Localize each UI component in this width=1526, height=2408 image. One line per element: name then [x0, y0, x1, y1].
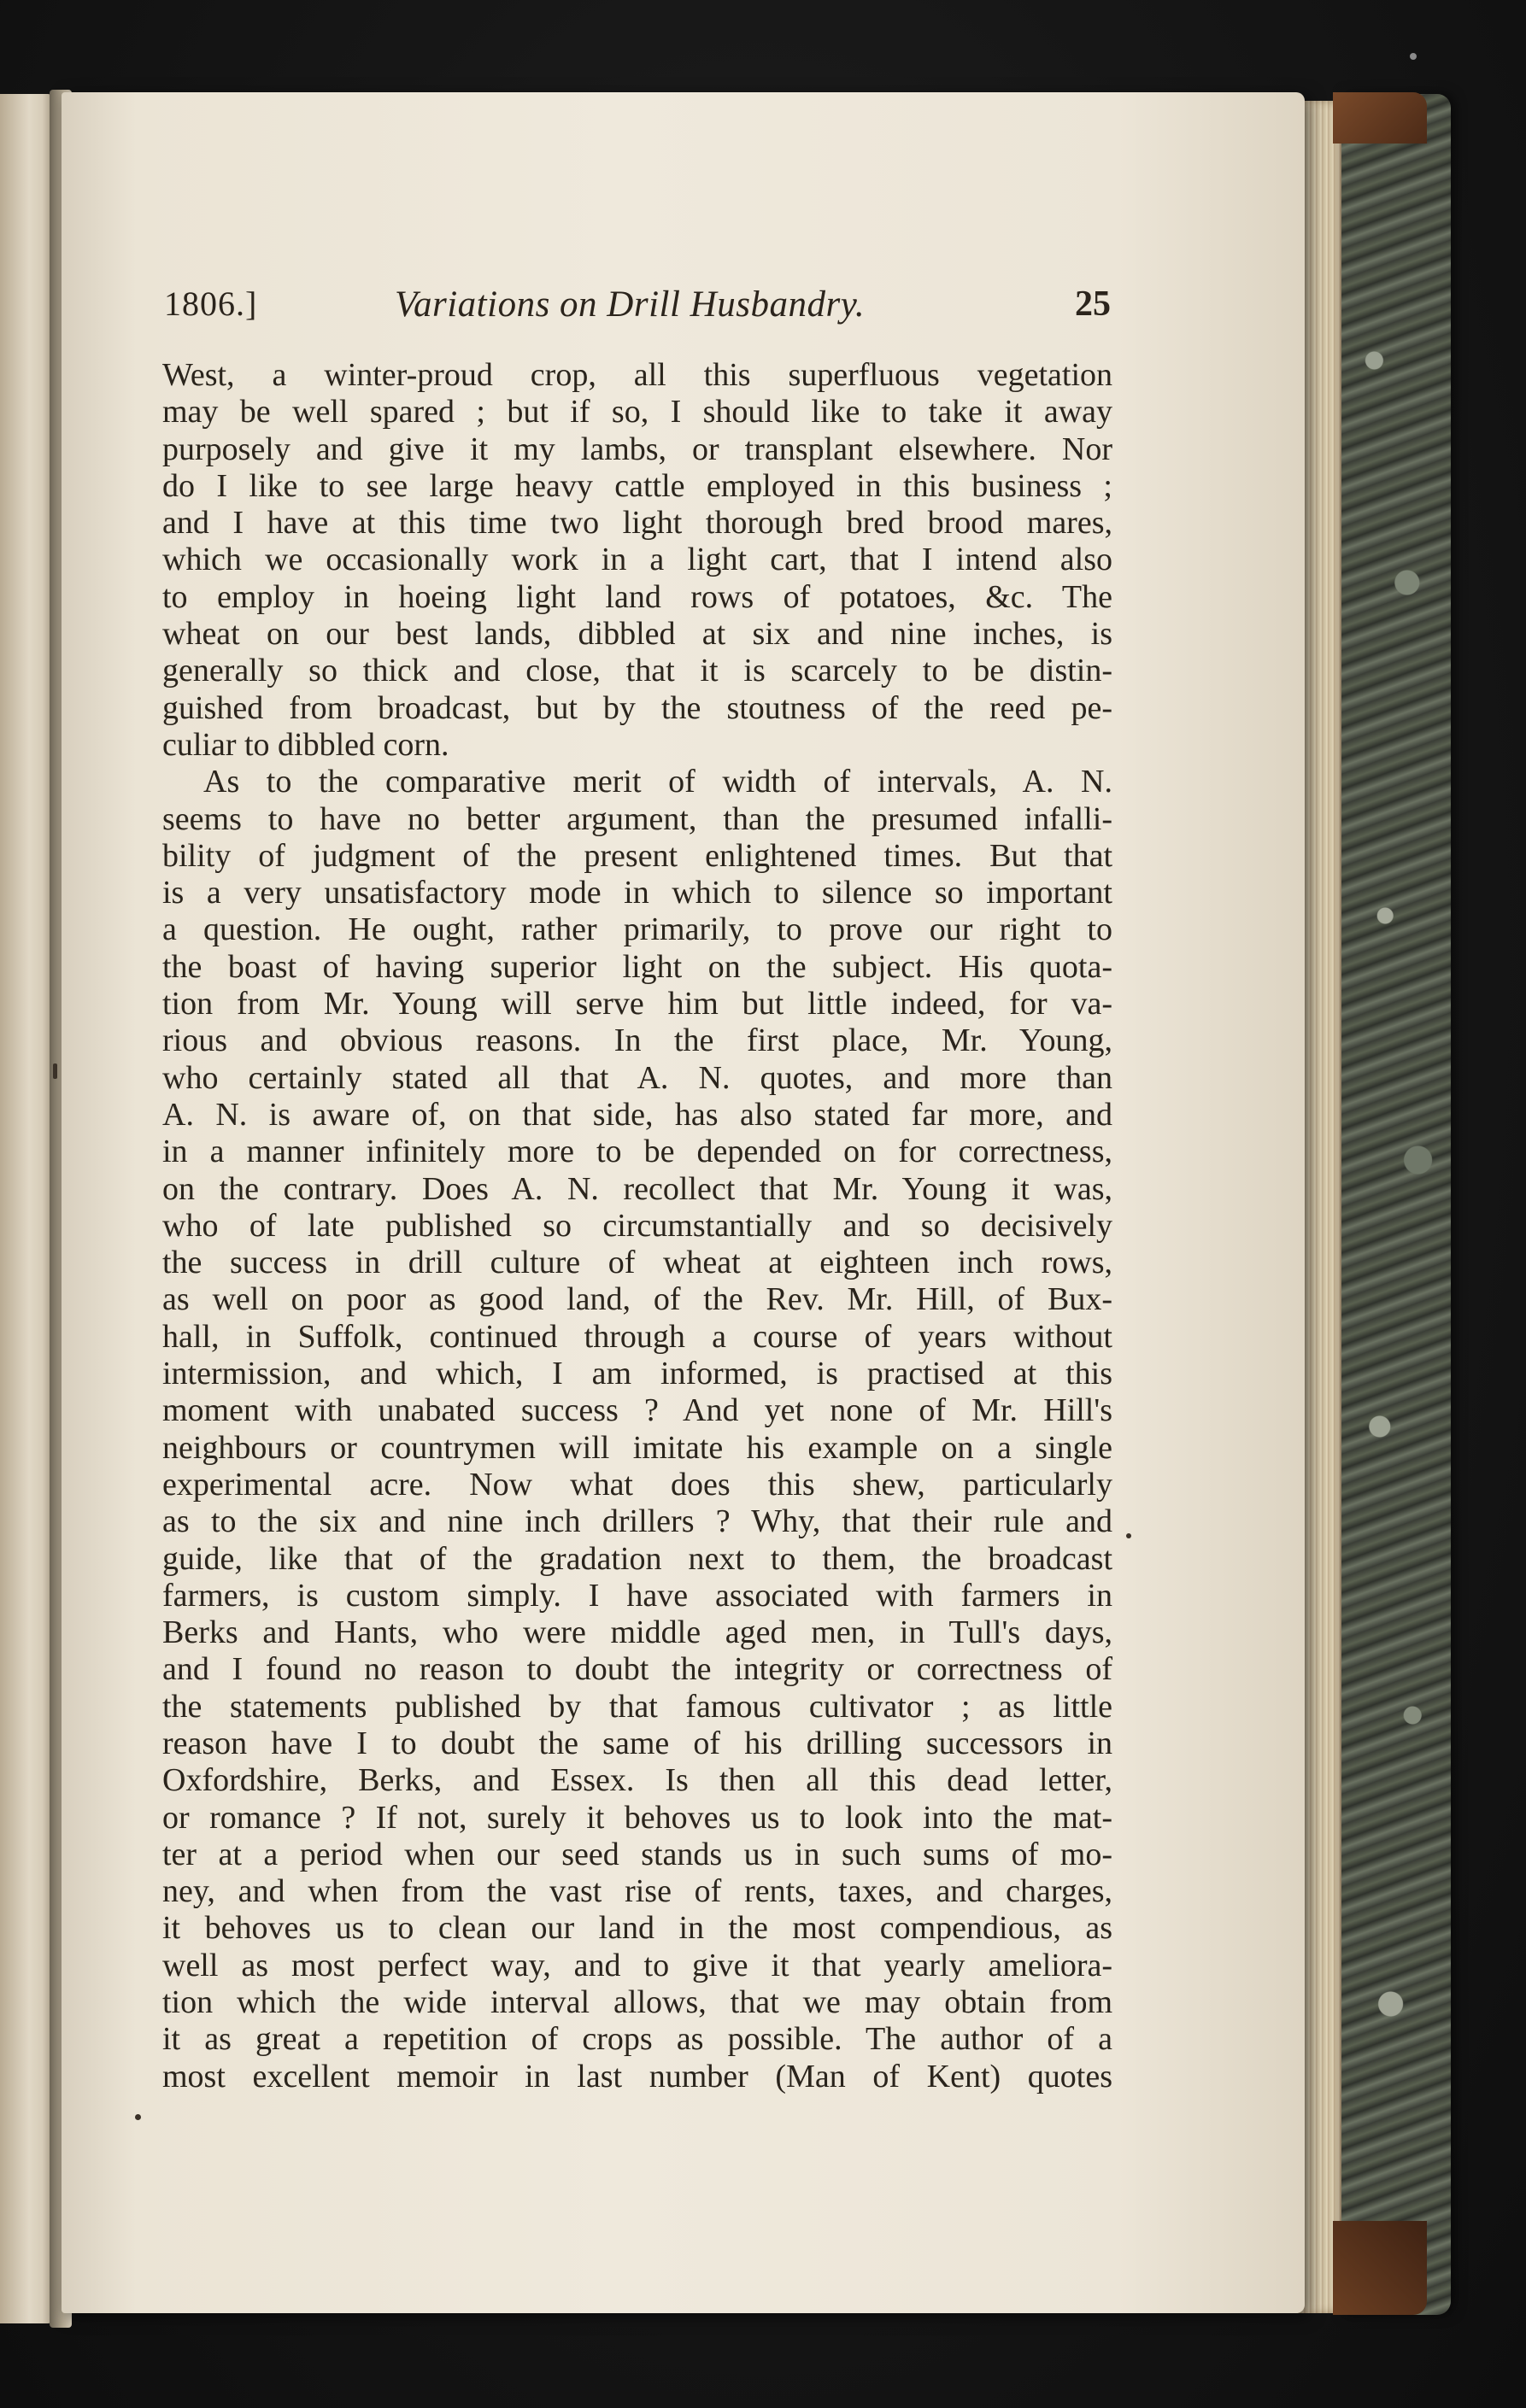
text-line: moment with unabated success ? And yet none of Mr. Hill's	[162, 1392, 1112, 1429]
text-line: West, a winter-proud crop, all this superfluous vegetation	[162, 357, 1112, 393]
text-line: to employ in hoeing light land rows of potatoes, &c. The	[162, 578, 1112, 615]
text-line: in a manner infinitely more to be depended on for correctness,	[162, 1134, 1112, 1170]
text-line: and I found no reason to doubt the integrity or correctness of	[162, 1651, 1112, 1688]
text-line: the boast of having superior light on the subject. His quota-	[162, 948, 1112, 985]
text-line: it as great a repetition of crops as possible. The author of a	[162, 2021, 1112, 2058]
text-line: it behoves us to clean our land in the most compendious, as	[162, 1910, 1112, 1947]
page-body	[162, 357, 1112, 2095]
text-line: culiar to dibbled corn.	[162, 726, 449, 763]
text-line: rious and obvious reasons. In the first place, Mr. Young,	[162, 1022, 1112, 1059]
text-line: guished from broadcast, but by the stoutness of the reed pe-	[162, 689, 1112, 726]
text-line: ney, and when from the vast rise of rents, taxes, and charges,	[162, 1873, 1112, 1910]
text-line: and I have at this time two light thorough bred brood mares,	[162, 505, 1112, 542]
text-line: may be well spared ; but if so, I should like to take it away	[162, 394, 1112, 431]
text-line: on the contrary. Does A. N. recollect that Mr. Young it was,	[162, 1170, 1112, 1207]
text-line: do I like to see large heavy cattle employed in this business ;	[162, 467, 1112, 504]
stray-mark	[1410, 53, 1417, 60]
header-title: Variations on Drill Husbandry.	[395, 284, 866, 325]
text-line: purposely and give it my lambs, or transplant elsewhere. Nor	[162, 431, 1112, 467]
stray-mark	[53, 1063, 57, 1079]
text-line: tion which the wide interval allows, that we may obtain from	[162, 1984, 1112, 2021]
text-line: is a very unsatisfactory mode in which to silence so important	[162, 875, 1112, 911]
text-line: Oxfordshire, Berks, and Essex. Is then all this dead letter,	[162, 1762, 1112, 1799]
text-line: the success in drill culture of wheat at eighteen inch rows,	[162, 1245, 1112, 1281]
text-line: who of late published so circumstantially and so decisively	[162, 1207, 1112, 1244]
text-line: seems to have no better argument, than the presumed infalli-	[162, 800, 1112, 837]
text-line: neighbours or countrymen will imitate his example on a single	[162, 1429, 1112, 1466]
text-line: a question. He ought, rather primarily, to prove our right to	[162, 911, 1112, 948]
text-line: as well on poor as good land, of the Rev. Mr. Hill, of Bux-	[162, 1281, 1112, 1318]
header-year: 1806.]	[164, 284, 258, 323]
text-line: well as most perfect way, and to give it that yearly ameliora-	[162, 1947, 1112, 1983]
text-line: farmers, is custom simply. I have associated with farmers in	[162, 1577, 1112, 1614]
text-line: generally so thick and close, that it is scarcely to be distin-	[162, 653, 1112, 689]
text-line: intermission, and which, I am informed, is practised at this	[162, 1356, 1112, 1392]
text-line: the statements published by that famous cultivator ; as little	[162, 1688, 1112, 1725]
text-line: ter at a period when our seed stands us in such sums of mo-	[162, 1836, 1112, 1872]
text-line: bility of judgment of the present enlightened times. But that	[162, 837, 1112, 874]
text-line: Berks and Hants, who were middle aged men, in Tull's days,	[162, 1614, 1112, 1651]
stray-mark	[135, 2114, 141, 2120]
text-line: tion from Mr. Young will serve him but little indeed, for va-	[162, 986, 1112, 1022]
running-header	[164, 284, 1111, 335]
text-line: wheat on our best lands, dibbled at six and nine inches, is	[162, 616, 1112, 653]
cover-corner-bottom	[1333, 2221, 1427, 2315]
text-line: hall, in Suffolk, continued through a course of years without	[162, 1318, 1112, 1355]
text-line: as to the six and nine inch drillers ? Why, that their rule and	[162, 1503, 1112, 1540]
text-line: experimental acre. Now what does this shew, particularly	[162, 1466, 1112, 1503]
previous-page-edge	[0, 94, 53, 2323]
text-line: As to the comparative merit of width of intervals, A. N.	[203, 764, 1112, 800]
cover-corner-top	[1333, 92, 1427, 144]
text-line: or romance ? If not, surely it behoves us to look into the mat-	[162, 1799, 1112, 1836]
marbled-cover	[1341, 94, 1451, 2315]
text-line: guide, like that of the gradation next to them, the broadcast	[162, 1540, 1112, 1577]
text-line: who certainly stated all that A. N. quotes, and more than	[162, 1059, 1112, 1096]
text-line: reason have I to doubt the same of his drilling successors in	[162, 1725, 1112, 1761]
page-number: 25	[1075, 284, 1111, 324]
text-line: A. N. is aware of, on that side, has also stated far more, and	[162, 1096, 1112, 1133]
text-line: which we occasionally work in a light cart, that I intend also	[162, 542, 1112, 578]
text-line: most excellent memoir in last number (Man of Kent) quotes	[162, 2058, 1112, 2095]
stray-mark	[1126, 1533, 1131, 1538]
